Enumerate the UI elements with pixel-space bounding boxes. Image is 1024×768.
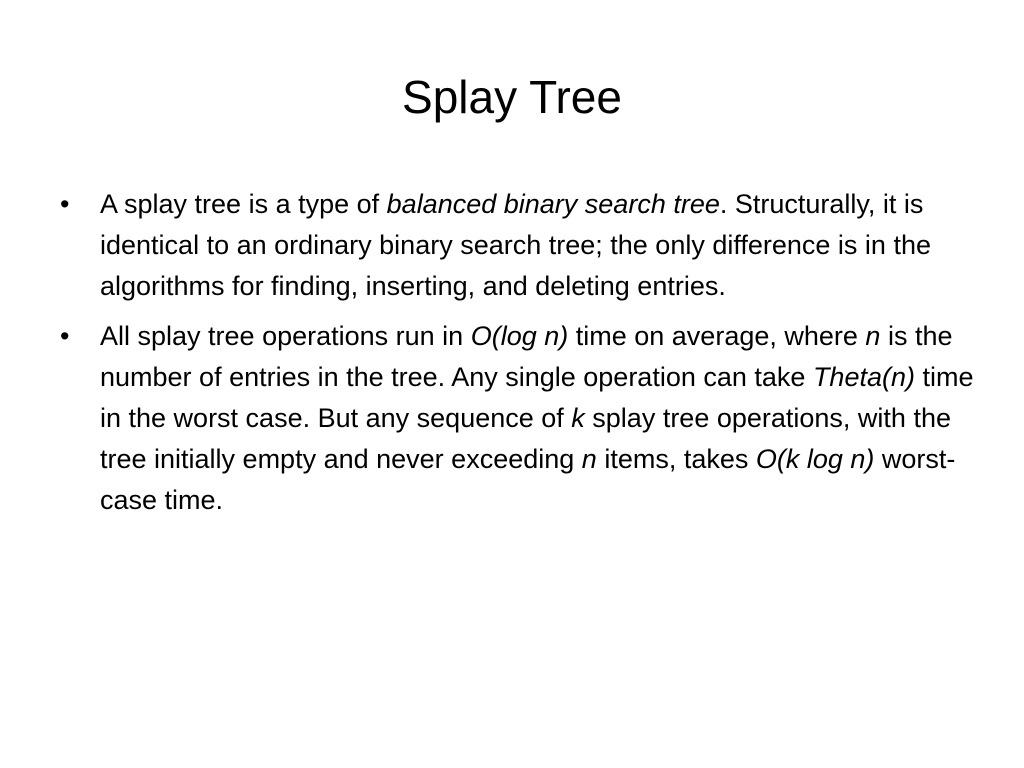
bullet-text-segment: items, takes xyxy=(596,444,756,474)
bullet-text-italic: O(k log n) xyxy=(755,444,875,474)
bullet-point-icon: • xyxy=(60,189,70,219)
bullet-text-segment: splay tree operations, with the tree initially empty and never exceeding xyxy=(100,403,951,474)
bullet-text-segment: A splay tree is a type of xyxy=(100,189,387,219)
bullet-list xyxy=(58,184,978,530)
bullet-text xyxy=(100,189,931,301)
bullet-text-italic: k xyxy=(571,403,585,433)
bullet-text-italic: n xyxy=(865,321,881,351)
bullet-text-segment: is the number of entries in the tree. Any single operation can take xyxy=(100,321,953,392)
bullet-text-italic: Theta(n) xyxy=(812,362,915,392)
bullet-text xyxy=(100,321,974,515)
bullet-point-icon: • xyxy=(60,321,70,351)
bullet-text-italic: n xyxy=(581,444,597,474)
bullet-text-italic: balanced binary search tree xyxy=(386,189,720,219)
bullet-item xyxy=(58,184,978,307)
bullet-text-italic: O(log n) xyxy=(470,321,569,351)
bullet-text-segment: time on average, where xyxy=(568,321,866,351)
bullet-text-segment: All splay tree operations run in xyxy=(100,321,471,351)
bullet-text-segment: time in the worst case. But any sequence of xyxy=(100,362,974,433)
slide-title: Splay Tree xyxy=(402,71,622,123)
bullet-item xyxy=(58,316,978,521)
bullet-text-segment: worst-case time. xyxy=(100,444,956,515)
bullet-text-segment: . Structurally, it is identical to an ordinary binary search tree; the only difference is in the algorithms for finding, inserting, and deleting entries. xyxy=(100,189,931,301)
